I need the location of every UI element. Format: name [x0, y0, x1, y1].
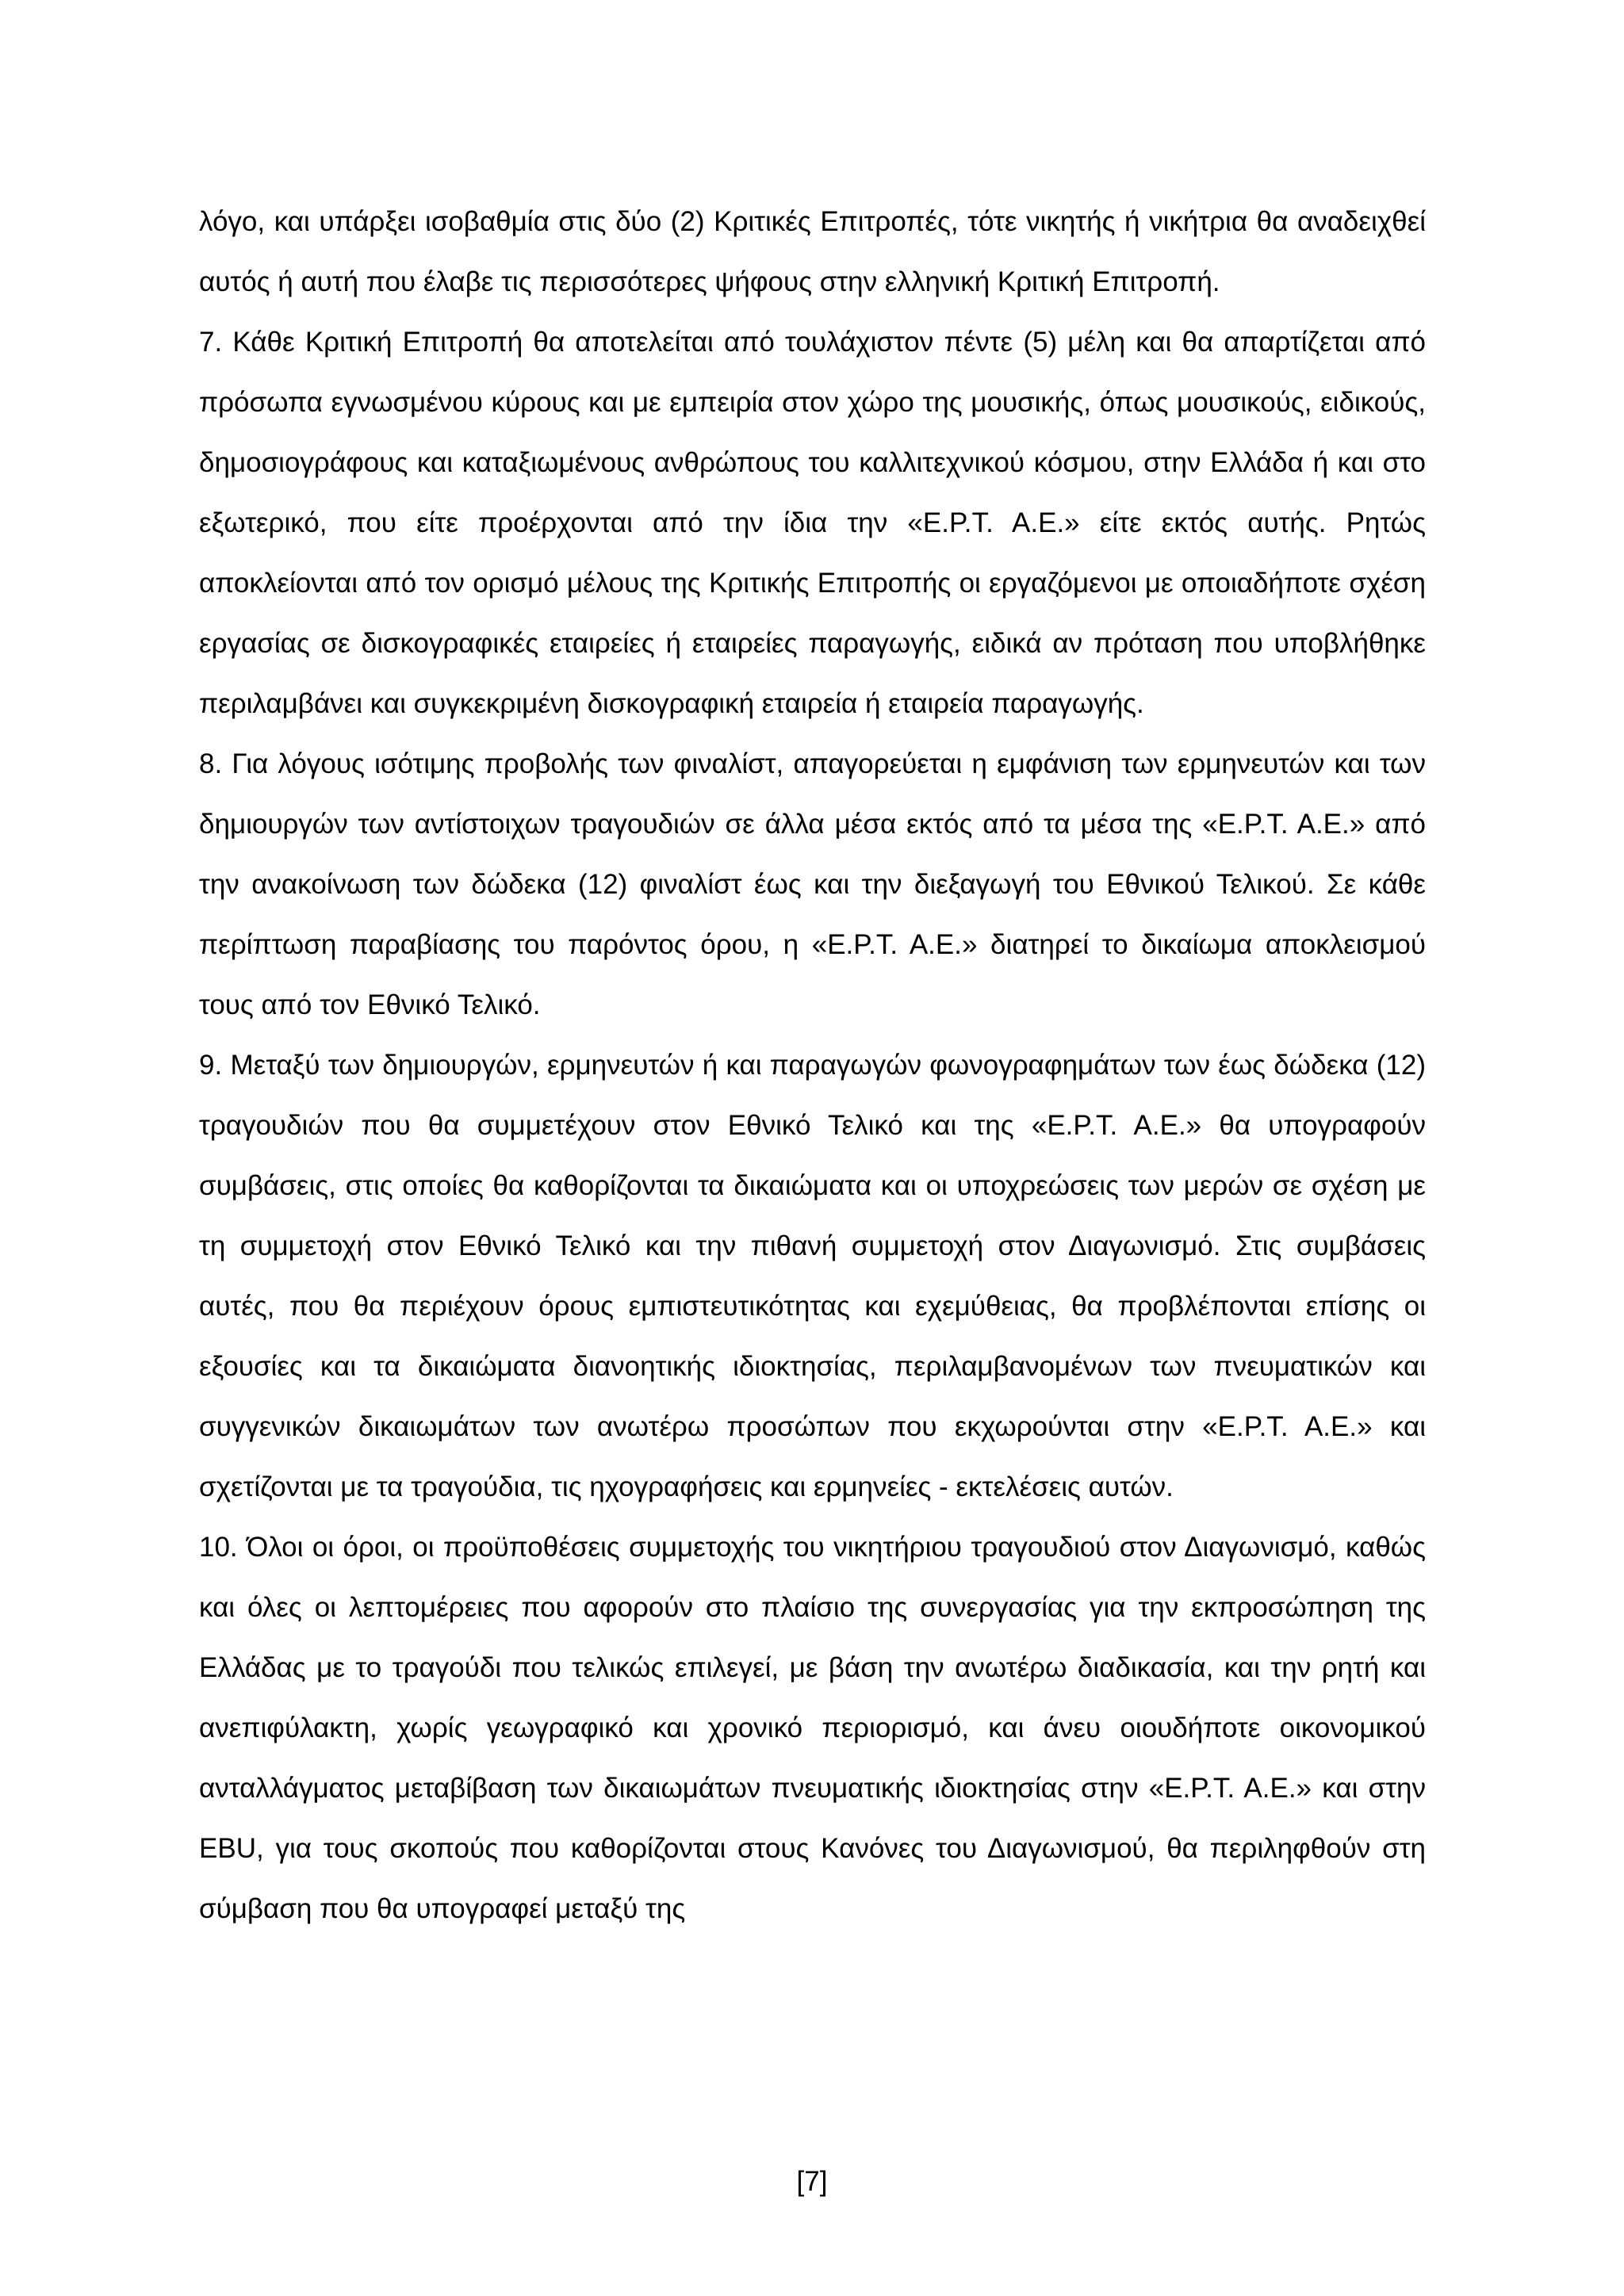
paragraph-9: 9. Μεταξύ των δημιουργών, ερμηνευτών ή και παραγωγών φωνογραφημάτων των έως δώδεκα (12) τραγουδιών που θα συμμετέχουν στον Εθνικό Τελικό και της «Ε.Ρ.Τ. Α.Ε.» θα υπογραφούν συμβάσεις, στις οποίες θα καθορίζονται τα δικαιώματα και οι υποχρεώσεις των μερών σε σχέση με τη συμμετοχή στον Εθνικό Τελικό και την πιθανή συμμετοχή στον Διαγωνισμό. Στις συμβάσεις αυτές, που θα περιέχουν όρους εμπιστευτικότητας και εχεμύθειας, θα προβλέπονται επίσης οι εξουσίες και τα δικαιώματα διανοητικής ιδιοκτησίας, περιλαμβανομένων των πνευματικών και συγγενικών δικαιωμάτων των ανωτέρω προσώπων που εκχωρούνται στην «Ε.Ρ.Τ. Α.Ε.» και σχετίζονται με τα τραγούδια, τις ηχογραφήσεις και ερμηνείες - εκτελέσεις αυτών.	[199, 1050, 1426, 1502]
page-number: [7]	[796, 2166, 828, 2197]
paragraph-7: 7. Κάθε Κριτική Επιτροπή θα αποτελείται από τουλάχιστον πέντε (5) μέλη και θα απαρτίζεται από πρόσωπα εγνωσμένου κύρους και με εμπειρία στον χώρο της μουσικής, όπως μουσικούς, ειδικούς, δημοσιογράφους και καταξιωμένους ανθρώπους του καλλιτεχνικού κόσμου, στην Ελλάδα ή και στο εξωτερικό, που είτε προέρχονται από την ίδια την «Ε.Ρ.Τ. Α.Ε.» είτε εκτός αυτής. Ρητώς αποκλείονται από τον ορισμό μέλους της Κριτικής Επιτροπής οι εργαζόμενοι με οποιαδήποτε σχέση εργασίας σε δισκογραφικές εταιρείες ή εταιρείες παραγωγής, ειδικά αν πρόταση που υποβλήθηκε περιλαμβάνει και συγκεκριμένη δισκογραφική εταιρεία ή εταιρεία παραγωγής.	[199, 327, 1426, 719]
paragraph-10: 10. Όλοι οι όροι, οι προϋποθέσεις συμμετοχής του νικητήριου τραγουδιού στον Διαγωνισμό, καθώς και όλες οι λεπτομέρειες που αφορούν στο πλαίσιο της συνεργασίας για την εκπροσώπηση της Ελλάδας με το τραγούδι που τελικώς επιλεγεί, με βάση την ανωτέρω διαδικασία, και την ρητή και ανεπιφύλακτη, χωρίς γεωγραφικό και χρονικό περιορισμό, και άνευ οιουδήποτε οικονομικού ανταλλάγματος μεταβίβαση των δικαιωμάτων πνευματικής ιδιοκτησίας στην «Ε.Ρ.Τ. Α.Ε.» και στην EBU, για τους σκοπούς που καθορίζονται στους Κανόνες του Διαγωνισμού, θα περιληφθούν στη σύμβαση που θα υπογραφεί μεταξύ της	[199, 1532, 1426, 1924]
paragraph-8: 8. Για λόγους ισότιμης προβολής των φιναλίστ, απαγορεύεται η εμφάνιση των ερμηνευτών και των δημιουργών των αντίστοιχων τραγουδιών σε άλλα μέσα εκτός από τα μέσα της «Ε.Ρ.Τ. Α.Ε.» από την ανακοίνωση των δώδεκα (12) φιναλίστ έως και την διεξαγωγή του Εθνικού Τελικού. Σε κάθε περίπτωση παραβίασης του παρόντος όρου, η «Ε.Ρ.Τ. Α.Ε.» διατηρεί το δικαίωμα αποκλεισμού τους από τον Εθνικό Τελικό.	[199, 748, 1426, 1020]
paragraph-continuation: λόγο, και υπάρξει ισοβαθμία στις δύο (2) Κριτικές Επιτροπές, τότε νικητής ή νικήτρια θα αναδειχθεί αυτός ή αυτή που έλαβε τις περισσότερες ψήφους στην ελληνική Κριτική Επιτροπή.	[199, 206, 1426, 297]
document-body	[199, 192, 1426, 1939]
